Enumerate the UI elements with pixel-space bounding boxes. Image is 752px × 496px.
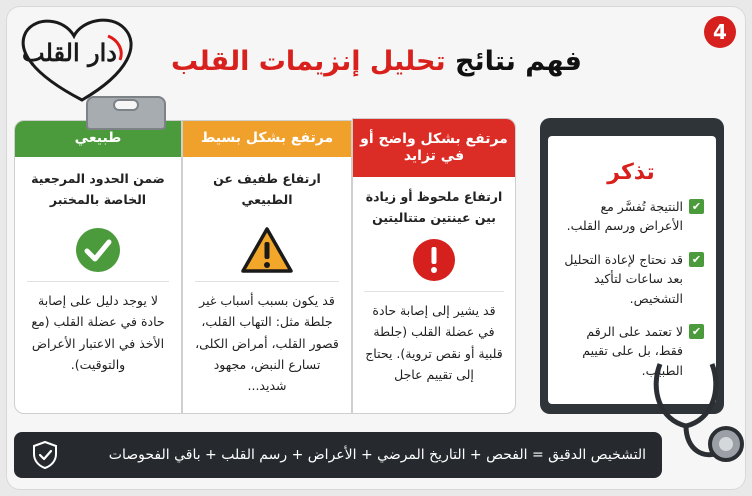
checkbox-icon: ✔: [689, 199, 704, 214]
warning-triangle-icon: [183, 219, 351, 281]
column-normal-description: لا يوجد دليل على إصابة حادة في عضلة القلب (مع الأخذ في الاعتبار الأعراض والتوقيت).: [31, 293, 165, 372]
clipboard-clip-hole: [113, 99, 139, 111]
title-part2: تحليل إنزيمات القلب: [170, 46, 446, 77]
column-mild-header: مرتفع بشكل بسيط: [183, 121, 351, 157]
column-high-header: مرتفع بشكل واضح أو في تزايد: [353, 119, 515, 177]
logo-text: دار القلب: [22, 38, 117, 67]
tip-text: قد نحتاج لإعادة التحليل بعد ساعات لتأكيد التشخيص.: [564, 251, 683, 306]
footer-bar: [14, 432, 662, 478]
tip-text: لا تعتمد على الرقم فقط، بل على تقييم الطبيب.: [582, 323, 683, 378]
page-number-badge: 4: [704, 16, 736, 48]
tip-item: [558, 250, 704, 308]
tip-text: النتيجة تُفسَّر مع الأعراض ورسم القلب.: [566, 199, 683, 234]
column-mild-description: قد يكون بسبب أسباب غير جلطة مثل: التهاب القلب، قصور القلب، أمراض الكلى، تسارع النبض، مجهود شديد...: [195, 293, 339, 393]
column-high-subtitle: ارتفاع ملحوظ أو زيادة بين عينتين متتاليتين: [365, 189, 503, 225]
column-normal-header: طبيعي: [15, 121, 181, 157]
column-high: [352, 118, 516, 414]
column-mild-subtitle: ارتفاع طفيف عن الطبيعي: [213, 171, 321, 207]
column-high-description: قد يشير إلى إصابة حادة في عضلة القلب (جلطة قلبية أو نقص تروية). يحتاج إلى تقييم عاجل: [365, 303, 503, 382]
column-mild: [182, 120, 352, 414]
remember-heading: تذكر: [607, 160, 655, 185]
check-circle-icon: [15, 219, 181, 281]
page-title: [171, 46, 582, 77]
column-normal: [14, 120, 182, 414]
tip-item: [558, 197, 704, 236]
alert-circle-icon: [353, 229, 515, 291]
checkbox-icon: ✔: [689, 252, 704, 267]
title-part1: فهم نتائج: [455, 46, 582, 77]
column-normal-subtitle: ضمن الحدود المرجعية الخاصة بالمختبر: [31, 171, 165, 207]
shield-check-icon: [30, 440, 60, 470]
checkbox-icon: ✔: [689, 324, 704, 339]
footer-text: التشخيص الدقيق = الفحص + التاريخ المرضي + الأعراض + رسم القلب + باقي الفحوصات: [108, 447, 646, 463]
